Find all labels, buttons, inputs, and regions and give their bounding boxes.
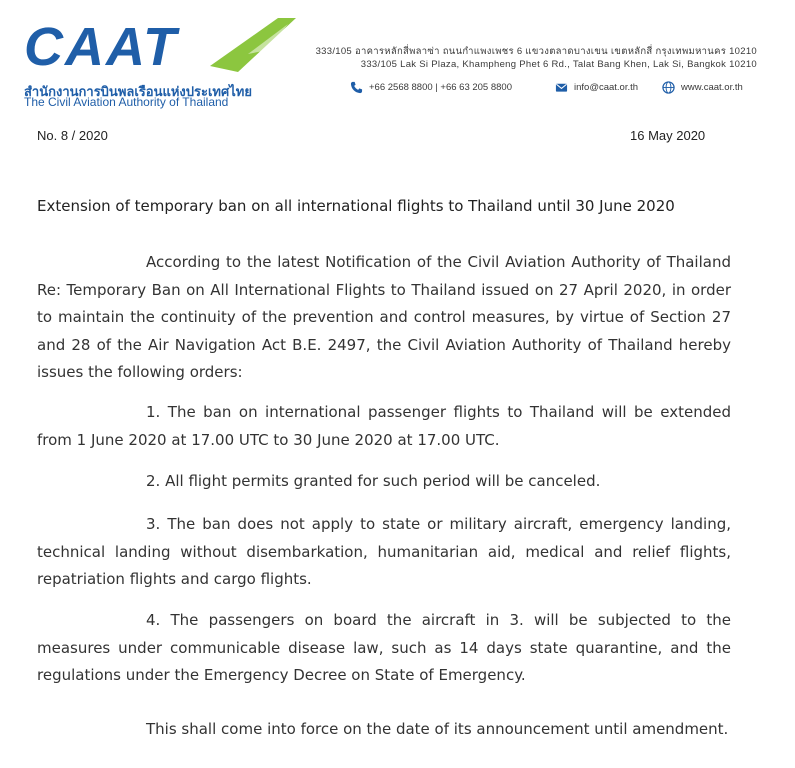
logo-wordmark: CAAT — [24, 17, 178, 77]
letterhead — [0, 0, 795, 120]
org-name-thai: สำนักงานการบินพลเรือนแห่งประเทศไทย — [24, 84, 252, 99]
email-link[interactable]: info@caat.or.th — [574, 82, 639, 93]
paragraph-order-2: 2. All flight permits granted for such period will be canceled. — [146, 472, 601, 490]
website-link[interactable]: www.caat.or.th — [681, 82, 743, 93]
document-date: 16 May 2020 — [630, 128, 706, 143]
document-number: No. 8 / 2020 — [37, 128, 108, 143]
paragraph-closing: This shall come into force on the date of its announcement until amendment. — [146, 720, 729, 738]
paragraph-intro: According to the latest Notification of the Civil Aviation Authority of Thailand Re: Temporary Ban on All International Flights to Thailand issued on 27 April 2020, in order to maintain the continuity of the prevention and control measures, by virtue of Section 27 and 28 of the Air Navigation Act B.E. 2497, the Civil Aviation Authority of Thailand hereby issues the following orders: — [37, 253, 731, 381]
logo-swoosh-icon — [208, 16, 298, 76]
contact-row — [350, 81, 755, 97]
address-english: 333/105 Lak Si Plaza, Khampheng Phet 6 Rd., Talat Bang Khen, Lak Si, Bangkok 10210 — [360, 59, 757, 70]
document-title: Extension of temporary ban on all international flights to Thailand until 30 June 2020 — [37, 197, 675, 215]
phone-icon — [350, 81, 363, 94]
phone-numbers: +66 2568 8800 | +66 63 205 8800 — [369, 82, 512, 93]
paragraph-order-3: 3. The ban does not apply to state or military aircraft, emergency landing, technical landing without disembarkation, humanitarian aid, medical and relief flights, repatriation flights and cargo flights. — [37, 515, 731, 588]
contact-phone — [350, 81, 512, 94]
contact-website — [662, 81, 743, 94]
org-name-english: The Civil Aviation Authority of Thailand — [24, 95, 229, 109]
contact-email — [555, 81, 638, 94]
paragraph-order-1: 1. The ban on international passenger flights to Thailand will be extended from 1 June 2020 at 17.00 UTC to 30 June 2020 at 17.00 UTC. — [37, 403, 731, 449]
address-thai: 333/105 อาคารหลักสี่พลาซ่า ถนนกำแพงเพชร 6 แขวงตลาดบางเขน เขตหลักสี่ กรุงเทพมหานคร 10210 — [315, 46, 757, 57]
paragraph-order-4: 4. The passengers on board the aircraft in 3. will be subjected to the measures under communicable disease law, such as 14 days state quarantine, and the regulations under the Emergency Decree on State of Emergency. — [37, 611, 731, 684]
globe-icon — [662, 81, 675, 94]
mail-icon — [555, 81, 568, 94]
caat-logo — [22, 16, 282, 76]
